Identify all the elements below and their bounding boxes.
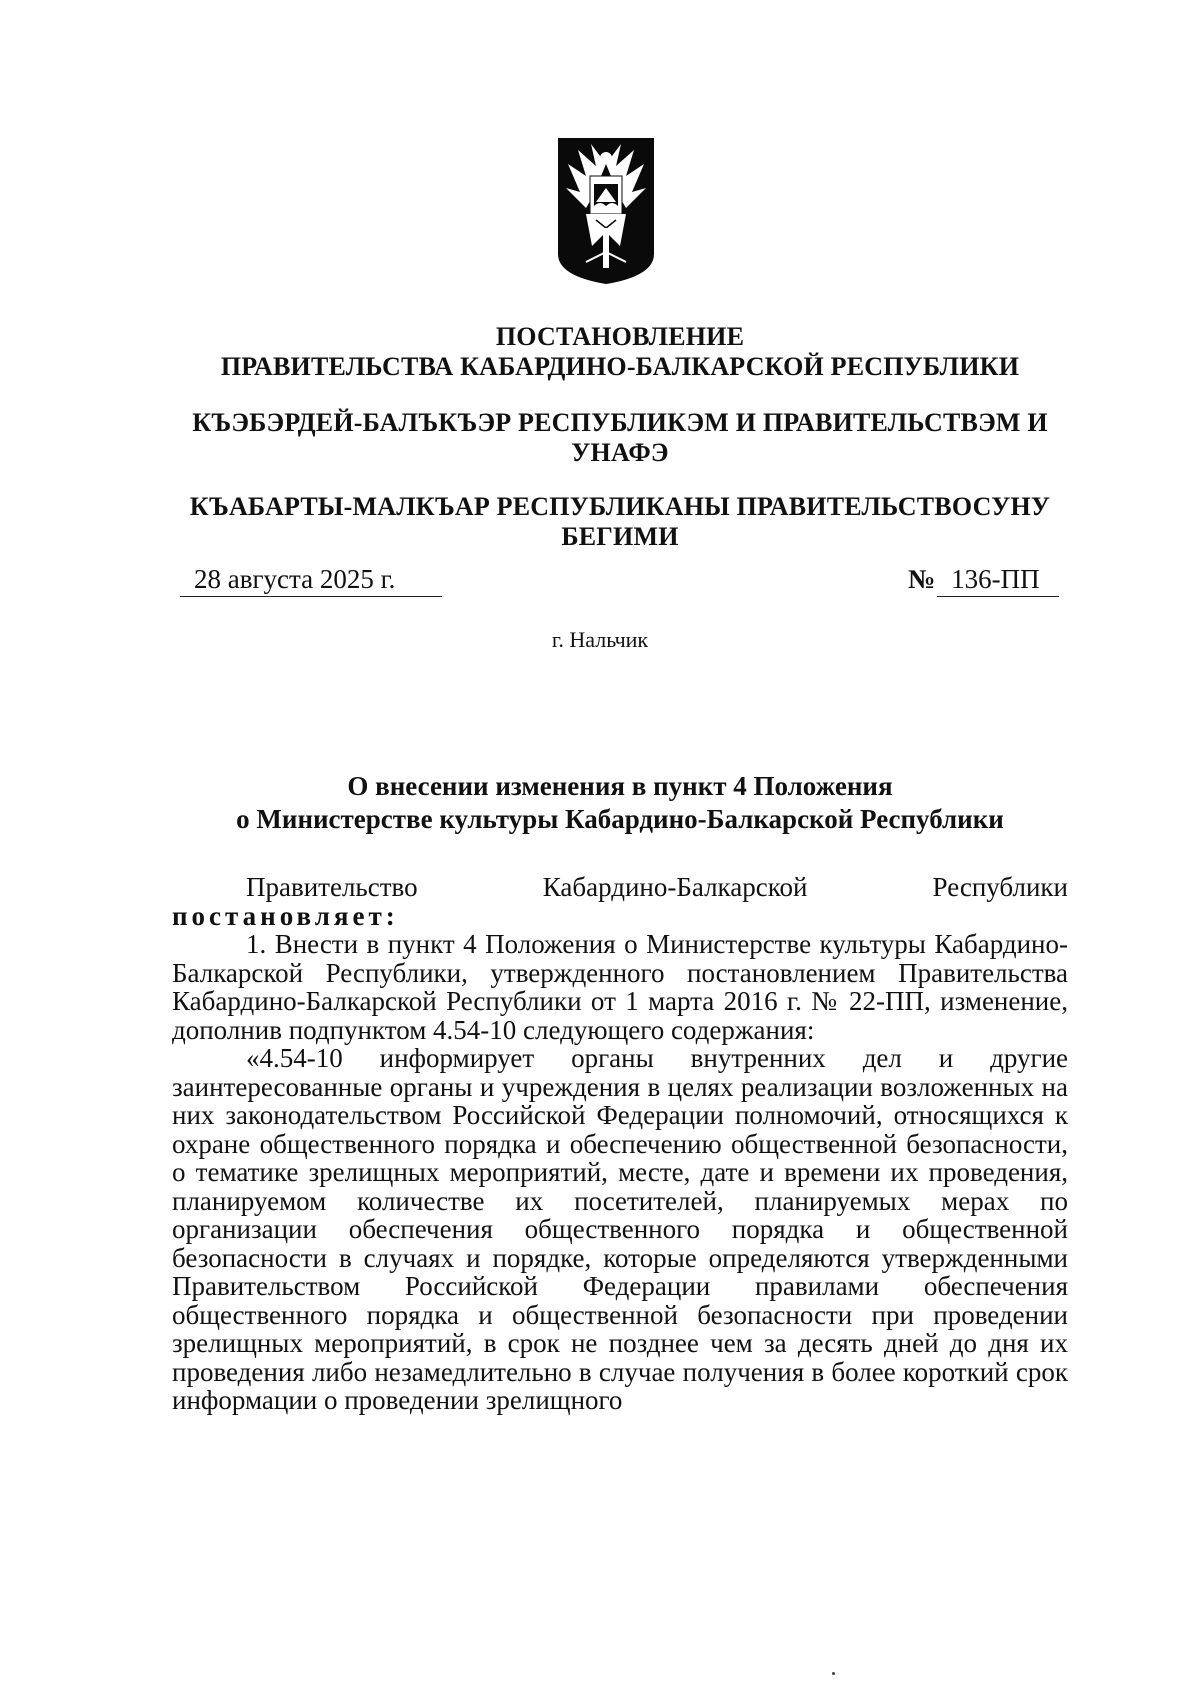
header-government-line: ПРАВИТЕЛЬСТВА КАБАРДИНО-БАЛКАРСКОЙ РЕСПУБЛИКИ [220, 352, 1020, 381]
lead-word-government: Правительство [246, 872, 418, 902]
title-line1: О внесении изменения в пункт 4 Положения [347, 771, 893, 801]
header-resolution-word: ПОСТАНОВЛЕНИЕ [495, 322, 745, 351]
document-title [170, 770, 1070, 836]
number-sign: № [908, 564, 936, 594]
header-kabardian-line1: КЪЭБЭРДЕЙ-БАЛЪКЪЭР РЕСПУБЛИКЭМ И ПРАВИТЕЛЬСТВЭМ И [192, 408, 1048, 437]
quoted-subclause-paragraph: «4.54-10 информирует органы внутренних дел и другие заинтересованные органы и учреждения в целях реализации возложенных на них законодательством Российской Федерации полномочий, относящихся к охране общественного порядка и обеспечению общественной безопасности, о тематике зрелищных мероприятий, месте, дате и времени их проведения, планируемом количестве их посетителей, планируемых мерах по организации обеспечения общественного порядка и общественной безопасности в случаях и порядке, которые определяются утвержденными Правительством Российской Федерации правилами обеспечения общественного порядка и общественной безопасности при проведении зрелищных мероприятий, в срок не позднее чем за десять дней до дня их проведения либо незамедлительно в случае получения в более короткий срок информации о проведении зрелищного [172, 1043, 1068, 1415]
lead-sentence [172, 873, 1068, 902]
document-date: 28 августа 2025 г. [180, 564, 442, 597]
item-1-paragraph: 1. Внести в пункт 4 Положения о Министерстве культуры Кабардино-Балкарской Республики, утвержденного постановлением Правительства Кабардино-Балкарской Республики от 1 марта 2016 г. № 22-ПП, изменение, дополнив подпунктом 4.54-10 следующего содержания: [172, 929, 1068, 1045]
resolve-word: постановляет: [172, 900, 399, 931]
lead-word-republic: Республики [932, 872, 1068, 902]
document-header-ru [170, 322, 1070, 382]
document-number: 136-ПП [937, 564, 1059, 597]
document-header-kabardian [170, 408, 1070, 468]
document-header-balkar [170, 492, 1070, 552]
header-balkar-line1: КЪАБАРТЫ-МАЛКЪАР РЕСПУБЛИКАНЫ ПРАВИТЕЛЬСТВОСУНУ [189, 492, 1051, 521]
document-body [172, 873, 1068, 1415]
header-kabardian-line2: УНАФЭ [571, 438, 669, 467]
scan-speck [832, 1672, 835, 1675]
document-city: г. Нальчик [551, 627, 649, 652]
header-balkar-line2: БЕГИМИ [561, 522, 679, 551]
title-line2: о Министерстве культуры Кабардино-Балкарской Республики [236, 804, 1004, 834]
coat-of-arms-emblem [556, 136, 656, 286]
document-number-block [908, 564, 1059, 597]
lead-word-kbr: Кабардино-Балкарской [542, 872, 808, 902]
